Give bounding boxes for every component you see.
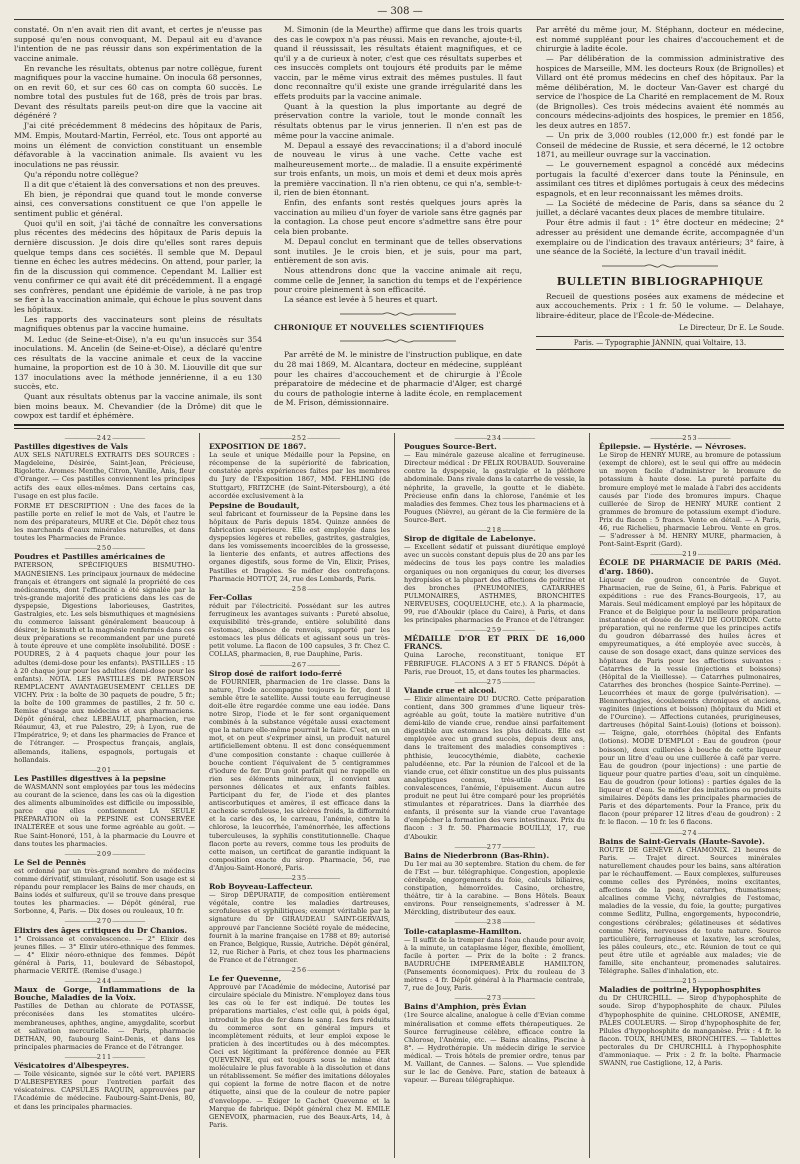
- advertisement: [209, 434, 390, 500]
- ad-text: Liqueur de goudron concentrée de Guyot. Pharmacien, rue de Seine, 61, à Paris. Fabrique et expéditions : rue des Francs-Bourgeois, 17, au Marais. Seul médicament employé par les hôpitaux de France et de Belgique pour la meilleure préparation instantanée et douée de l'EAU DE GOUDRON. Cette préparation, qui ne renferme que les principes actifs du goudron débarrassé des huiles âcres et empyreumatiques, a été employée avec succès, à cause de son dosage exact, dans quinze services des hôpitaux de Paris pour les affections suivantes : Catarrhes de la vessie (injections et boissons) (Hôpital de la Vieillesse). — Catarrhes pulmonaires, Catarrhes des bronches (hospice Sainte-Perrine). — Leucorrhées et maux de gorge (pulvérisation). — Blennorrhagies, écoulements chroniques et anciens, vaginites (injections et boisson) (hôpitaux du Midi et de l'Ourcine). — Affections cutanées, prurigineuses, dartreuses (hôpital Saint-Louis) (lotions et boisson). — Teigne, gale, otorrhées (hôpital des Enfants (lotions). MODE D'EMPLOI : Eau de goudron (pour boisson), deux cuillerées à bouche de cette liqueur pour un litre d'eau ou une cuillerée à café par verre. Eau de goudron (pour injections) : une partie de liqueur pour quatre parties d'eau, soit un cinquième. Eau de goudron (pour lotions) : parties égales de la liqueur et d'eau. Se méfier des imitations ou produits similaires. Dépôts dans les principales pharmacies de Paris et des départements. Pour la France, prix du flacon (pour préparer 12 litres d'eau de goudron) : 2 fr. le flacon. — 10 fr. les 6 flacons.: [599, 575, 781, 827]
- advertisement: [404, 994, 585, 1084]
- article-paragraph: — La Société de médecine de Paris, dans sa séance du 2 juillet, a déclaré vacantes deux places de membre titulaire.: [536, 198, 784, 218]
- ad-title: Toile-cataplasme-Hamilton.: [404, 926, 522, 936]
- ad-title: Les Pastilles digestives à la pepsine: [14, 773, 166, 783]
- ad-number: —————— 250 ——————: [14, 544, 195, 552]
- ad-number: —————— 242 ——————: [14, 434, 195, 442]
- ad-text: — Elixir alimentaire DU DUCRO. Cette préparation contient, dans 300 grammes d'une liqueur très-agréable au goût, toute la matière nutritive d'un demi-kilo de viande crue, rendue ainsi parfaitement digestible aux estomacs les plus délicats. Elle est employée avec un grand succès, depuis deux ans, dans le traitement des maladies consomptives : phthisie, leucocythémie, diabète, cachexie paludéenne, etc. Par la réunion de l'alcool et de la viande crue, cet élixir constitue un des plus puissants analeptiques connus, très-utile dans les convalescences, l'anémie, l'épuisement. Aucun autre produit ne peut lui être comparé pour les propriétés stimulantes et réparatrices. Dans la diarrhée des enfants, il présente sur la viande crue l'avantage d'empêcher la formation des vers intestinaux. Prix du flacon : 3 fr. 50. Pharmacie BOUILLY, 17, rue d'Aboukir.: [404, 694, 585, 841]
- ad-title: Pepsine de Boudault,: [209, 500, 300, 510]
- ad-number: —————— 259 ——————: [404, 626, 585, 634]
- ad-number: —————— 235 ——————: [209, 874, 390, 882]
- ad-number: —————— 273 ——————: [404, 994, 585, 1002]
- ad-text: Pastilles de Dethan au chlorate de POTASSE, préconisées dans les stomatites ulcéro-membraneuses, aphthes, angine, amygdalite, scorbut et salivation mercurielle. — Paris, pharmacie DETHAN, 90, faubourg Saint-Denis, et dans les principales pharmacies de France et de l'étranger.: [14, 1002, 195, 1051]
- ad-number: —————— 211 ——————: [14, 1053, 195, 1061]
- advertisement: [404, 678, 585, 841]
- article-paragraph: Quant à la question la plus importante au degré de préservation contre la variole, tout le monde connaît les résultats obtenus par le virus jennerien. Il n'en est pas de même pour la vaccine animale.: [274, 101, 522, 140]
- ornament-divider: [600, 262, 720, 270]
- ad-number: —————— 215 ——————: [599, 977, 781, 985]
- advertisement: [14, 977, 195, 1051]
- ad-title: Poudres et Pastilles américaines de: [14, 552, 166, 562]
- ad-number: —————— 201 ——————: [14, 766, 195, 774]
- ad-title: Pougues Source-Bert.: [404, 442, 497, 452]
- director-line: Le Directeur, Dr E. Le Soude.: [679, 324, 784, 333]
- advertisement: [209, 661, 390, 872]
- ad-title: Le fer Quevenne,: [209, 974, 282, 984]
- ad-number: —————— 209 ——————: [14, 850, 195, 858]
- section-divider: [14, 424, 784, 426]
- article-columns: [14, 25, 784, 420]
- article-paragraph: constaté. On n'en avait rien dit avant, et certes je n'eusse pas supposé qu'en nous convoquant, M. Depaul ait eu d'avance l'intention de ne pas réussir dans son expérimentation de la vaccine animale.: [14, 25, 262, 63]
- article-column-3: [536, 25, 784, 420]
- advertisement: [599, 550, 781, 826]
- article-paragraph: M. Depaul a essayé des revaccinations; il a d'abord inoculé de nouveau le virus à une vache. Cette vache est malheureusement morte... de maladie. Il a ensuite expérimenté sur trois enfants, un mois, un mois et demi et deux mois après la première vaccination. Il n'a rien obtenu, ce qui n'a, semble-t-il, rien de bien étonnant.: [274, 140, 522, 198]
- ad-text: — Sirop DÉPURATIF, de composition entièrement végétale, contre les maladies dartreuses, scrofuleuses et syphilitiques; exempt véritable par la signature du Dr GIRAUDEAU SAINT-GERVAIS, approuvé par l'ancienne Société royale de médecine, fournit à la marine française en 1788 et 89; autorisé en France, Belgique, Russie, Autriche. Dépôt général, 12, rue Richer à Paris, et chez tous les pharmaciens de France et de l'étranger.: [209, 891, 390, 964]
- article-paragraph: — Par délibération de la commission administrative des hospices de Marseille, MM. les docteurs Roux (de Brignolles) et Villard ont été promus médecins en chef des hôpitaux. Par la même délibération, M. le docteur Van-Gaver est chargé du service de l'hospice de La Charité en remplacement de M. Roux (de Brignolles). Ces trois médecins avaient été nommés au concours médecins-adjoints des hospices, le premier en 1856, les deux autres en 1857.: [536, 54, 784, 130]
- article-paragraph: — Un prix de 3,000 roubles (12,000 fr.) est fondé par le Conseil de médecine de Russie, et sera décerné, le 12 octobre 1871, au meilleur ouvrage sur la vaccination.: [536, 131, 784, 160]
- article-paragraph: Enfin, des enfants sont restés quelques jours après la vaccination au milieu d'un foyer de variole sans être gagnés par la contagion. La chose peut encore s'admettre sans être pour cela bien probante.: [274, 198, 522, 236]
- ad-text: FORME ET DESCRIPTION : Une des faces de la pastille porte en relief le mot de Vals, et l'autre le nom des préparateurs, MURE et Cie. Dépôt chez tous les marchands d'eaux minérales naturelles, et dans toutes les Pharmacies de France.: [14, 501, 195, 543]
- article-column-1: [14, 25, 262, 420]
- ad-text: Le Sirop de HENRY MURE, au bromure de potassium (exempt de chlore), est le seul qui offre au médecin un moyen facile d'administrer le bromure de potassium à haute dose. La pureté parfaite du bromure employé met le malade à l'abri des accidents causés par l'iode des bromures impurs. Chaque cuillerée de Sirop de HENRY MURE contient 2 grammes de bromure de potassium exempt d'iodure. Prix du flacon : 5 francs. Vente en détail. — A Paris, 46, rue Richelieu, pharmacie Lebrou. Vente en gros. — S'adresser à M. HENRY MURE, pharmacien, à Pont-Saint-Esprit (Gard).: [599, 451, 781, 549]
- ad-text: Du 1er mai au 30 septembre. Station du chem. de fer de l'Est — bur. télégraphique. Congestion, apoplexie cérébrale, engorgements du foie, calculs biliaires, constipation, hémorroïdes. Casino, orchestre, théâtre, tir à la carabine. — Bons Hôtels. Beaux environs. Pour renseignements, s'adresser à M. Mérckling, distributeur des eaux.: [404, 859, 585, 917]
- article-paragraph: M. Depaul conclut en terminant que de telles observations sont inutiles. Je le crois bien, et je suis, pour ma part, entièrement de son avis.: [274, 237, 522, 266]
- ad-text: La seule et unique Médaille pour la Pepsine, en récompense de la supériorité de fabrication, constatée après expériences faites par les membres du Jury de l'Exposition 1867, MM. FEHLING (de Stuttgart), FRITZCHE (de Saint-Pétersbourg), a été accordée exclusivement à la: [209, 451, 390, 500]
- ad-title: Bains de Niederbronn (Bas-Rhin).: [404, 850, 550, 860]
- advertisement: [209, 502, 390, 583]
- advertisement: [209, 966, 390, 1129]
- ad-title: Rob Boyveau-Laffecteur.: [209, 882, 313, 892]
- ad-number: —————— 252 ——————: [209, 434, 390, 442]
- ad-title: Épilepsie. — Hystérie. — Névroses.: [599, 442, 747, 452]
- ad-title: Maladies de poitrine, Hypophosphites: [599, 985, 761, 995]
- advertisement: [404, 843, 585, 917]
- advertisement: [14, 544, 195, 764]
- ad-number: —————— 244 ——————: [14, 977, 195, 985]
- ad-text: Approuvé par l'Académie de médecine, Autorisé par circulaire spéciale du Ministre. N'employez dans tous les cas où le fer est indiqué. De toutes les préparations martiales, c'est celle qui, à poids égal, introduit le plus de fer dans le sang. Les fers réduits du commerce sont en général impurs et incomplètement réduits, et leur emploi expose le praticien à des incertitudes ou à des mécomptes. Ceci est légitimant la préférence donnée au FER QUEVENNE, qui est toujours sous le même état moléculaire le plus favorable à la dissolution et dans un rétablissement. Se méfier des imitations déloyales qui copient la forme de notre flacon et de notre étiquette, ainsi que de la couleur de notre papier d'enveloppe. — Exiger le Cachet Quevenne et la Marque de fabrique. Dépôt général chez M. EMILE GENEVOIX, pharmacien, rue des Beaux-Arts, 14, à Paris.: [209, 983, 390, 1129]
- top-rule: [14, 19, 784, 20]
- ad-text: Quina Laroche, reconstituant, tonique ET FÉBRIFUGE. FLACONS A 3 ET 5 FRANCS. Dépôt à Paris, rue Drouot, 15, et dans toutes les pharmacies.: [404, 651, 585, 676]
- ad-text: AUX SELS NATURELS EXTRAITS DES SOURCES : Magdeleine, Désirée, Saint-Jean, Précieuse, Rigolette. Aromes: Menthe, Citron, Vanille, Anis, fleur d'Oranger. — Ces pastilles conviennent les principes actifs des eaux elles-mêmes. Dans certains cas, l'usage en est plus facile.: [14, 451, 195, 500]
- ad-number: —————— 218 ——————: [404, 526, 585, 534]
- ad-title: EXPOSITION DE 1867.: [209, 442, 307, 452]
- advertisement: [14, 917, 195, 975]
- ad-title: Bains d'Amphion, près Évian: [404, 1002, 527, 1012]
- advertisement: [209, 585, 390, 659]
- ad-title: Sirop dosé de raifort iodo-ferré: [209, 668, 342, 678]
- article-paragraph: M. Simonin (de la Meurthe) affirme que dans les trois quarts des cas le cowpox n'a pas réussi. Mais en revanche, ajoute-t-il, quand il réussissait, les résultats étaient magnifiques, et ce qu'il y a de curieux à noter, c'est que ces résultats superbes et ces insuccès complets ont toujours été produits par le même vaccin, par le même virus extrait des mêmes pustules. Il faut donc reconnaître qu'il existe une grande irrégularité dans les effets produits par la vaccine animale.: [274, 25, 522, 101]
- ad-number: —————— 277 ——————: [404, 843, 585, 851]
- advertisement: [14, 434, 195, 500]
- article-paragraph: Par arrêté de M. le ministre de l'instruction publique, en date du 28 mai 1869, M. Alcantara, docteur en médecine, suppléant pour les chaires d'accouchement et de chirurgie à l'École préparatoire de médecine et de pharmacie d'Alger, est chargé du cours de pathologie interne à ladite école, en remplacement de M. Frison, démissionnaire.: [274, 350, 522, 408]
- ad-number: —————— 274 ——————: [599, 829, 781, 837]
- ad-text: de WASMANN sont employées par tous les médecins au courant de la science, dans les cas où la digestion des aliments albuminoïdes est difficile ou impossible, parce que elles contiennent LA SEULE PRÉPARATION où la PEPSINE est CONSERVÉE INALTÉRÉE et sous une forme agréable au goût. — Rue Saint-Honoré, 151, à la pharmacie du Louvre et dans toutes les pharmacies.: [14, 782, 195, 848]
- ad-text: 1° Croissance et convalescence. — 2° Elixir des jeunes filles. — 3° Elixir utéro-ethnique des femmes. — 4° Elixir néoro-ethnique des femmes. Dépôt général à Paris, 11, boulevard de Sébastopol, pharmacie VERITÉ. (Remise d'usage.): [14, 934, 195, 975]
- ad-title: Bains de Saint-Gervais (Haute-Savoie).: [599, 836, 765, 846]
- article-paragraph: La séance est levée à 5 heures et quart.: [284, 295, 438, 305]
- advertisement: [14, 850, 195, 916]
- advertisement: [599, 434, 781, 548]
- ad-text: réduit par l'électricité. Possédant sur les autres ferrugineux les avantages suivants : Pureté absolue, exquisibilité très-grande, entière solubilité dans l'estomac, absence de renvois, supporté par les estomacs les plus délicats et agissant sous un très-petit volume. La flacon de 100 capsules, 3 fr. Chez C. COLLAS, pharmacien, 8, rue Dauphine, Paris.: [209, 601, 390, 659]
- ad-title: Fer-Collas: [209, 592, 253, 602]
- ad-text: du Dr CHURCHILL. — Sirop d'hypophosphite de soude. Sirop d'hypophosphite de chaux. Pilules d'hypophosphite de quinine. CHLOROSE, ANÉMIE, PÂLES COULEURS. — Sirop d'hypophosphite de fer, Pilules d'hypophosphite de manganèse. Prix : 4 fr. le flacon. TOUX, RHUMES, BRONCHITES. — Tablettes pectorales du Dr CHURCHILL à l'hypophosphite d'ammoniaque. — Prix : 2 fr. la boîte. Pharmacie SWANN, rue Castiglione, 12, à Paris.: [599, 994, 781, 1068]
- ad-text: — Eau minérale gazeuse alcaline et ferrugineuse. Directeur médical : Dr FÉLIX ROUBAUD. Souveraine contre la dyspepsie, la gastralgie et la pléthore abdominale. Dans rivale dans la catarrhe de vessie, la néphrite, la gravelle, la goutte et le diabète. Précieuse enfin dans la chlorose, l'anémie et les maladies des femmes. Chez tous les pharmaciens et à Pougues (Nièvre), au gérant de la Cie fermière de la Source-Bert.: [404, 451, 585, 524]
- ad-number: —————— 234 ——————: [404, 434, 585, 442]
- ad-number: —————— 275 ——————: [404, 678, 585, 686]
- advertisement: [404, 434, 585, 524]
- ad-number: —————— 238 ——————: [404, 918, 585, 926]
- ad-text: PATERSON, SPÉCIFIQUES BISMUTHO-MAGNÉSIENS. Les principaux journaux de médecine français et étrangers ont signalé la propriété de ces médicaments, dont l'efficacité a été signalée par la très-grande majorité des praticiens dans les cas de dyspepsie, Digestions laborieuses, Gastrites, Gastralgies, etc. Les sels bismuthiques et magnésiens du commerce laissant généralement beaucoup à désirer, le bismuth et la magnésie renfermés dans ces deux préparations se recommandent par une pureté à toute épreuve et une complète insolubilité. DOSE : POUDRES, 2 à 4 paquets chaque jour pour les adultes (demi-dose pour les enfants). PASTILLES : 15 à 20 chaque jour pour les adultes (demi-dose pour les enfants). NOTA. LES PASTILLES DE PATERSON REMPLACENT AVANTAGEUSEMENT CELLES DE VICHY. Prix : la boîte de 30 paquets de poudre, 5 fr.; la boîte de 100 grammes de pastilles, 2 fr. 50 c. Remise d'usage aux médecins et aux pharmaciens. Dépôt général, chez LEBEAULT, pharmacien, rue Réaumur, 43, et rue Palestro, 29; à Lyon, rue de l'Impératrice, 9; et dans les pharmacies de France et de l'étranger. — Prospectus français, anglais, allemands, italiens, espagnols, portugais et hollandais.: [14, 561, 195, 764]
- ad-text: — Excellent sédatif et puissant diurétique employé avec un succès constant depuis plus de 20 ans par les médecins de tous les pays contre les maladies organiques ou non organiques du cœur, les diverses hydropisies et la plupart des affections de poitrine et des bronches (PNEUMONIES, CATARRHES PULMONAIRES, ASTHMES, BRONCHITES NERVEUSES, COQUELUCHE, etc.). A la pharmacie, 99, rue d'Aboukir (place du Caire), à Paris, et dans les principales pharmacies de France et de l'étranger.: [404, 543, 585, 625]
- advertisement: [209, 874, 390, 964]
- ad-text: de FOURNIER, pharmacien de 1re classe. Dans la nature, l'iode accompagne toujours le fer, dont il semble être le satellite. Aussi toute eau ferrugineuse doit-elle être regardée comme une eau iodée. Dans notre Sirop, l'iode et le fer sont organiquement combinés à la substance végétale aussi exactement que la nature elle-même pourrait le faire. C'est, en un mot, et on peut s'exprimer ainsi, un produit naturel artificiellement obtenu. Il est donc conséquemment d'une composition constante : chaque cuillerée à bouche contient l'équivalent de 5 centigrammes d'iodure de fer. D'un goût parfait qui ne rappelle en rien ses éléments minéraux, il convient aux personnes délicates et aux enfants faibles. Participant du fer, de l'iode et des plantes antiscorbutiques et amères, il est efficace dans la cachexie scrofuleuse, les ulcères froids, la difformité et la carie des os, le carreau, l'anémie, contre la chlorose, la leucorrhée, l'aménorrhée, les affections tuberculeuses, la syphilis constitutionnelle. Chaque flacon porte au revers, comme tous les produits de cette maison, un certificat de garantie indiquant la composition exacte du sirop. Pharmacie, 56, rue d'Anjou-Saint-Honoré, Paris.: [209, 677, 390, 872]
- ad-title: Pastilles digestives de Vals: [14, 442, 128, 452]
- section-divider-thin: [14, 428, 784, 429]
- ad-title: ÉCOLE DE PHARMACIE DE PARIS (Méd. d'arg. 1860).: [599, 558, 781, 576]
- section-heading: CHRONIQUE ET NOUVELLES SCIENTIFIQUES: [274, 322, 485, 332]
- article-paragraph: Qu'a répondu notre collègue?: [24, 169, 139, 179]
- bulletin-heading: BULLETIN BIBLIOGRAPHIQUE: [556, 274, 764, 288]
- ad-title: Vésicatoires d'Albespeyres.: [14, 1061, 130, 1071]
- article-column-2: [274, 25, 522, 420]
- ad-title: Le Sel de Pennès: [14, 857, 86, 867]
- advertisement: [14, 1053, 195, 1111]
- printer-line: Paris. — Typographie JANNIN, quai Voltaire, 13.: [536, 336, 784, 350]
- article-paragraph: En revanche les résultats, obtenus par notre collègue, furent magnifiques pour la vaccine humaine. On inocula 68 personnes, on en revit 60, et sur ces 60 cas on compta 60 succès. Le nombre total des pustules fut de 168, près de trois par bras. Devant des résultats pareils peut-on dire que la vaccine ait dégénéré ?: [14, 63, 262, 121]
- article-paragraph: M. Leduc (de Seine-et-Oise), n'a eu qu'un insuccès sur 354 inoculations. M. Ancelin (de Seine-et-Oise), a déclaré qu'entre ces résultats de la vaccine animale et ceux de la vaccine humaine, la proportion est de 10 à 30. M. Liouville dit que sur 137 inoculations avec la méthode jennérienne, il a eu 130 succès, etc.: [14, 334, 262, 392]
- ad-column-2: [209, 433, 395, 1158]
- ad-text: ROUTE DE GENÈVE A CHAMONIX. 21 heures de Paris. — Trajet direct. Sources minérales naturellement chaudes pour les bains, sans altération par le réchauffement. — Eaux complexes, sulfureuses comme celles des Pyrénées, moins excitantes, affections de la peau, catarrhes, rhumatismes; alcalines comme Vichy, névralgies de l'estomac, maladies de la vessie, du foie, la goutte; purgatives comme Sedlitz, Pullna, engorgements, hypocondrie, congestions cérébrales; gélatineuses et sédatives comme Néris, nerveuses de toute nature. Source particulière, ferrugineuse et laxative, les scrofules, les pâles couleurs, etc., etc. Réunion de tout ce qui peut être utile et agréable aux malades; vie de famille, site enchanteur, promenades salutaires. Télégraphe. Salles d'inhalation, etc.: [599, 845, 781, 976]
- advertisement: [14, 502, 195, 542]
- ad-text: — Il suffit de la tremper dans l'eau chaude pour avoir, à la minute, un cataplasme léger, flexible, émollient, facile à porter. — Prix de la boîte : 2 francs. BAUDRUCHE IMPERMÉABLE HAMILTON, (Pansements économiques). Prix du rouleau de 3 mètres : 4 fr. Dépôt général à la Pharmacie centrale, 7, rue de Jouy, Paris.: [404, 935, 585, 993]
- ornament-divider: [338, 337, 458, 345]
- ad-number: —————— 258 ——————: [209, 585, 390, 593]
- advertisement: [404, 526, 585, 624]
- ad-number: —————— 267 ——————: [209, 661, 390, 669]
- ad-text: est ordonné par un très-grand nombre de médecins comme dérivatif, stimulant, résolutif. Son usage est si répandu pour remplacer les Bains de mer chauds, en Bains iodés et sulfureux, qu'il se trouve dans presque toutes les pharmacies. — Dépôt général, rue Sorbonne, 4, Paris. — Dix doses ou rouleaux, 10 fr.: [14, 866, 195, 916]
- ad-title: Elixirs des âges critiques du Dr Chanios.: [14, 925, 187, 935]
- ad-column-4: [599, 433, 785, 1158]
- ad-text: (1re Source alcaline, analogue à celle d'Evian comme minéralisation et comme effets thérapeutiques. 2e Source ferrugineuse célèbre, efficace contre la Chlorose, l'Anémie, etc. — Bains alcalins, Piscine à 8°. — Hydrothérapie. Un médecin dirige le service médical. — Trois hôtels de premier ordre, tenus par M. Vaillant, de Cannes. — Salons. — Vue splendide sur le lac de Genève. Parc, station de bateaux à vapeur. — Bureau télégraphique.: [404, 1011, 585, 1085]
- ad-title: Viande crue et alcool.: [404, 685, 497, 695]
- article-paragraph: Par arrêté du même jour, M. Stéphann, docteur en médecine, est nommé suppléant pour les chaires d'accouchement et de chirurgie à ladite école.: [536, 25, 784, 54]
- ornament-divider: [338, 310, 458, 318]
- advertisement: [599, 829, 781, 976]
- article-paragraph: Quoi qu'il en soit, j'ai tâché de connaître les conversations plus récentes des médecins des hôpitaux de Paris depuis la dernière discussion. Je dois dire qu'elles sont rares depuis quelque temps dans ces sociétés. Il semble que M. Depaul tienne en échec les autres médecins. On attend, pour parler, la fin de la discussion qui commence. Cependant M. Lallier est venu confirmer ce qui avait été dit précédemment. Il a engagé ses confrères, pendant une épidémie de variole, à ne pas trop se fier à la vaccination animale, qui échoue le plus souvent dans les hôpitaux.: [14, 218, 262, 314]
- ad-number: —————— 270 ——————: [14, 917, 195, 925]
- ad-column-1: [14, 433, 200, 1158]
- article-paragraph: Il a dit que c'étaient là des conversations et non des preuves.: [24, 179, 261, 189]
- bulletin-text: Recueil de questions posées aux examens de médecine et aux accouchements. Prix : 1 fr. 50 le volume. — Delahaye, libraire-éditeur, place de l'École-de-Médecine.: [536, 291, 784, 320]
- article-paragraph: J'ai cité précédemment 8 médecins des hôpitaux de Paris, MM. Empis, Moutard-Martin, Ferréol, etc. Tous ont apporté au moins un élément de conviction constituant un ensemble défavorable à la vaccination animale. Ils avaient vu les inoculations ne pas réussir.: [14, 121, 262, 169]
- ad-number: —————— 219 ——————: [599, 550, 781, 558]
- advertisement: [404, 626, 585, 676]
- article-paragraph: — Le gouvernement espagnol a concédé aux médecins portugais la faculté d'exercer dans toute la Péninsule, en assimilant ces titres et diplômes portugais à ceux des médecins espagnols, et en leur reconnaissant les mêmes droits.: [536, 160, 784, 198]
- ad-title: MÉDAILLE D'OR ET PRIX DE 16,000 FRANCS.: [404, 634, 585, 652]
- ad-column-3: [404, 433, 590, 1158]
- article-paragraph: Nous attendrons donc que la vaccine animale ait reçu, comme celle de Jenner, la sanction du temps et de l'expérience pour croire pleinement à son efficacité.: [274, 266, 522, 295]
- ad-title: Maux de Gorge, Inflammations de la Bouche, Maladies de la Voix.: [14, 985, 195, 1003]
- article-paragraph: Eh bien, je répondrai que quand tout le monde converse ainsi, ces conversations constituent ce que l'on appelle le sentiment public et général.: [14, 189, 262, 218]
- ad-title: Sirop de digitale de Labelonye.: [404, 534, 536, 544]
- article-paragraph: Quant aux résultats obtenus par la vaccine animale, ils sont bien moins beaux. M. Chevandier (de la Drôme) dit que le cowpox est tardif et éphémère.: [14, 392, 262, 420]
- advertisement: [14, 766, 195, 848]
- article-paragraph: Pour être admis il faut : 1° être docteur en médecine; 2° adresser au président une demande écrite, accompagnée d'un exemplaire ou de l'indication des travaux antérieurs; 3° faire, à une séance de la Société, la lecture d'un travail inédit.: [536, 218, 784, 257]
- ad-text: — Toile vésicante, signée sur le côté vert. PAPIERS D'ALBESPEYRES pour l'entretien parfait des vésicatoires. CAPSULES RAQUIN, approuvées par l'Académie de médecine. Faubourg-Saint-Denis, 80, et dans les principales pharmacies.: [14, 1070, 195, 1111]
- advertisement: [599, 977, 781, 1067]
- ad-number: —————— 256 ——————: [209, 966, 390, 974]
- article-paragraph: Les rapports des vaccinateurs sont pleins de résultats magnifiques obtenus par la vaccine humaine.: [14, 314, 262, 334]
- ad-number: —————— 253 ——————: [599, 434, 781, 442]
- page-number: — 308 —: [377, 6, 423, 17]
- ad-text: seul fabricant et fournisseur de la Pepsine dans les hôpitaux de Paris depuis 1854. Quinze années de fabrication supérieure. Elle est employée dans les dyspepsies légères et rebelles, gastrites, gastralgies, dans les vomissements incoercibles de la grossesse, la lienterie des enfants, et autres affections des organes digestifs, sous forme de Vin, Elixir, Prises, Pastilles et Dragées. Se méfier des contrefaçons. Pharmacie HOTTOT, 24, rue des Lombards, Paris.: [209, 509, 390, 583]
- advertisement: [404, 918, 585, 992]
- advertisement-columns: [14, 433, 786, 1158]
